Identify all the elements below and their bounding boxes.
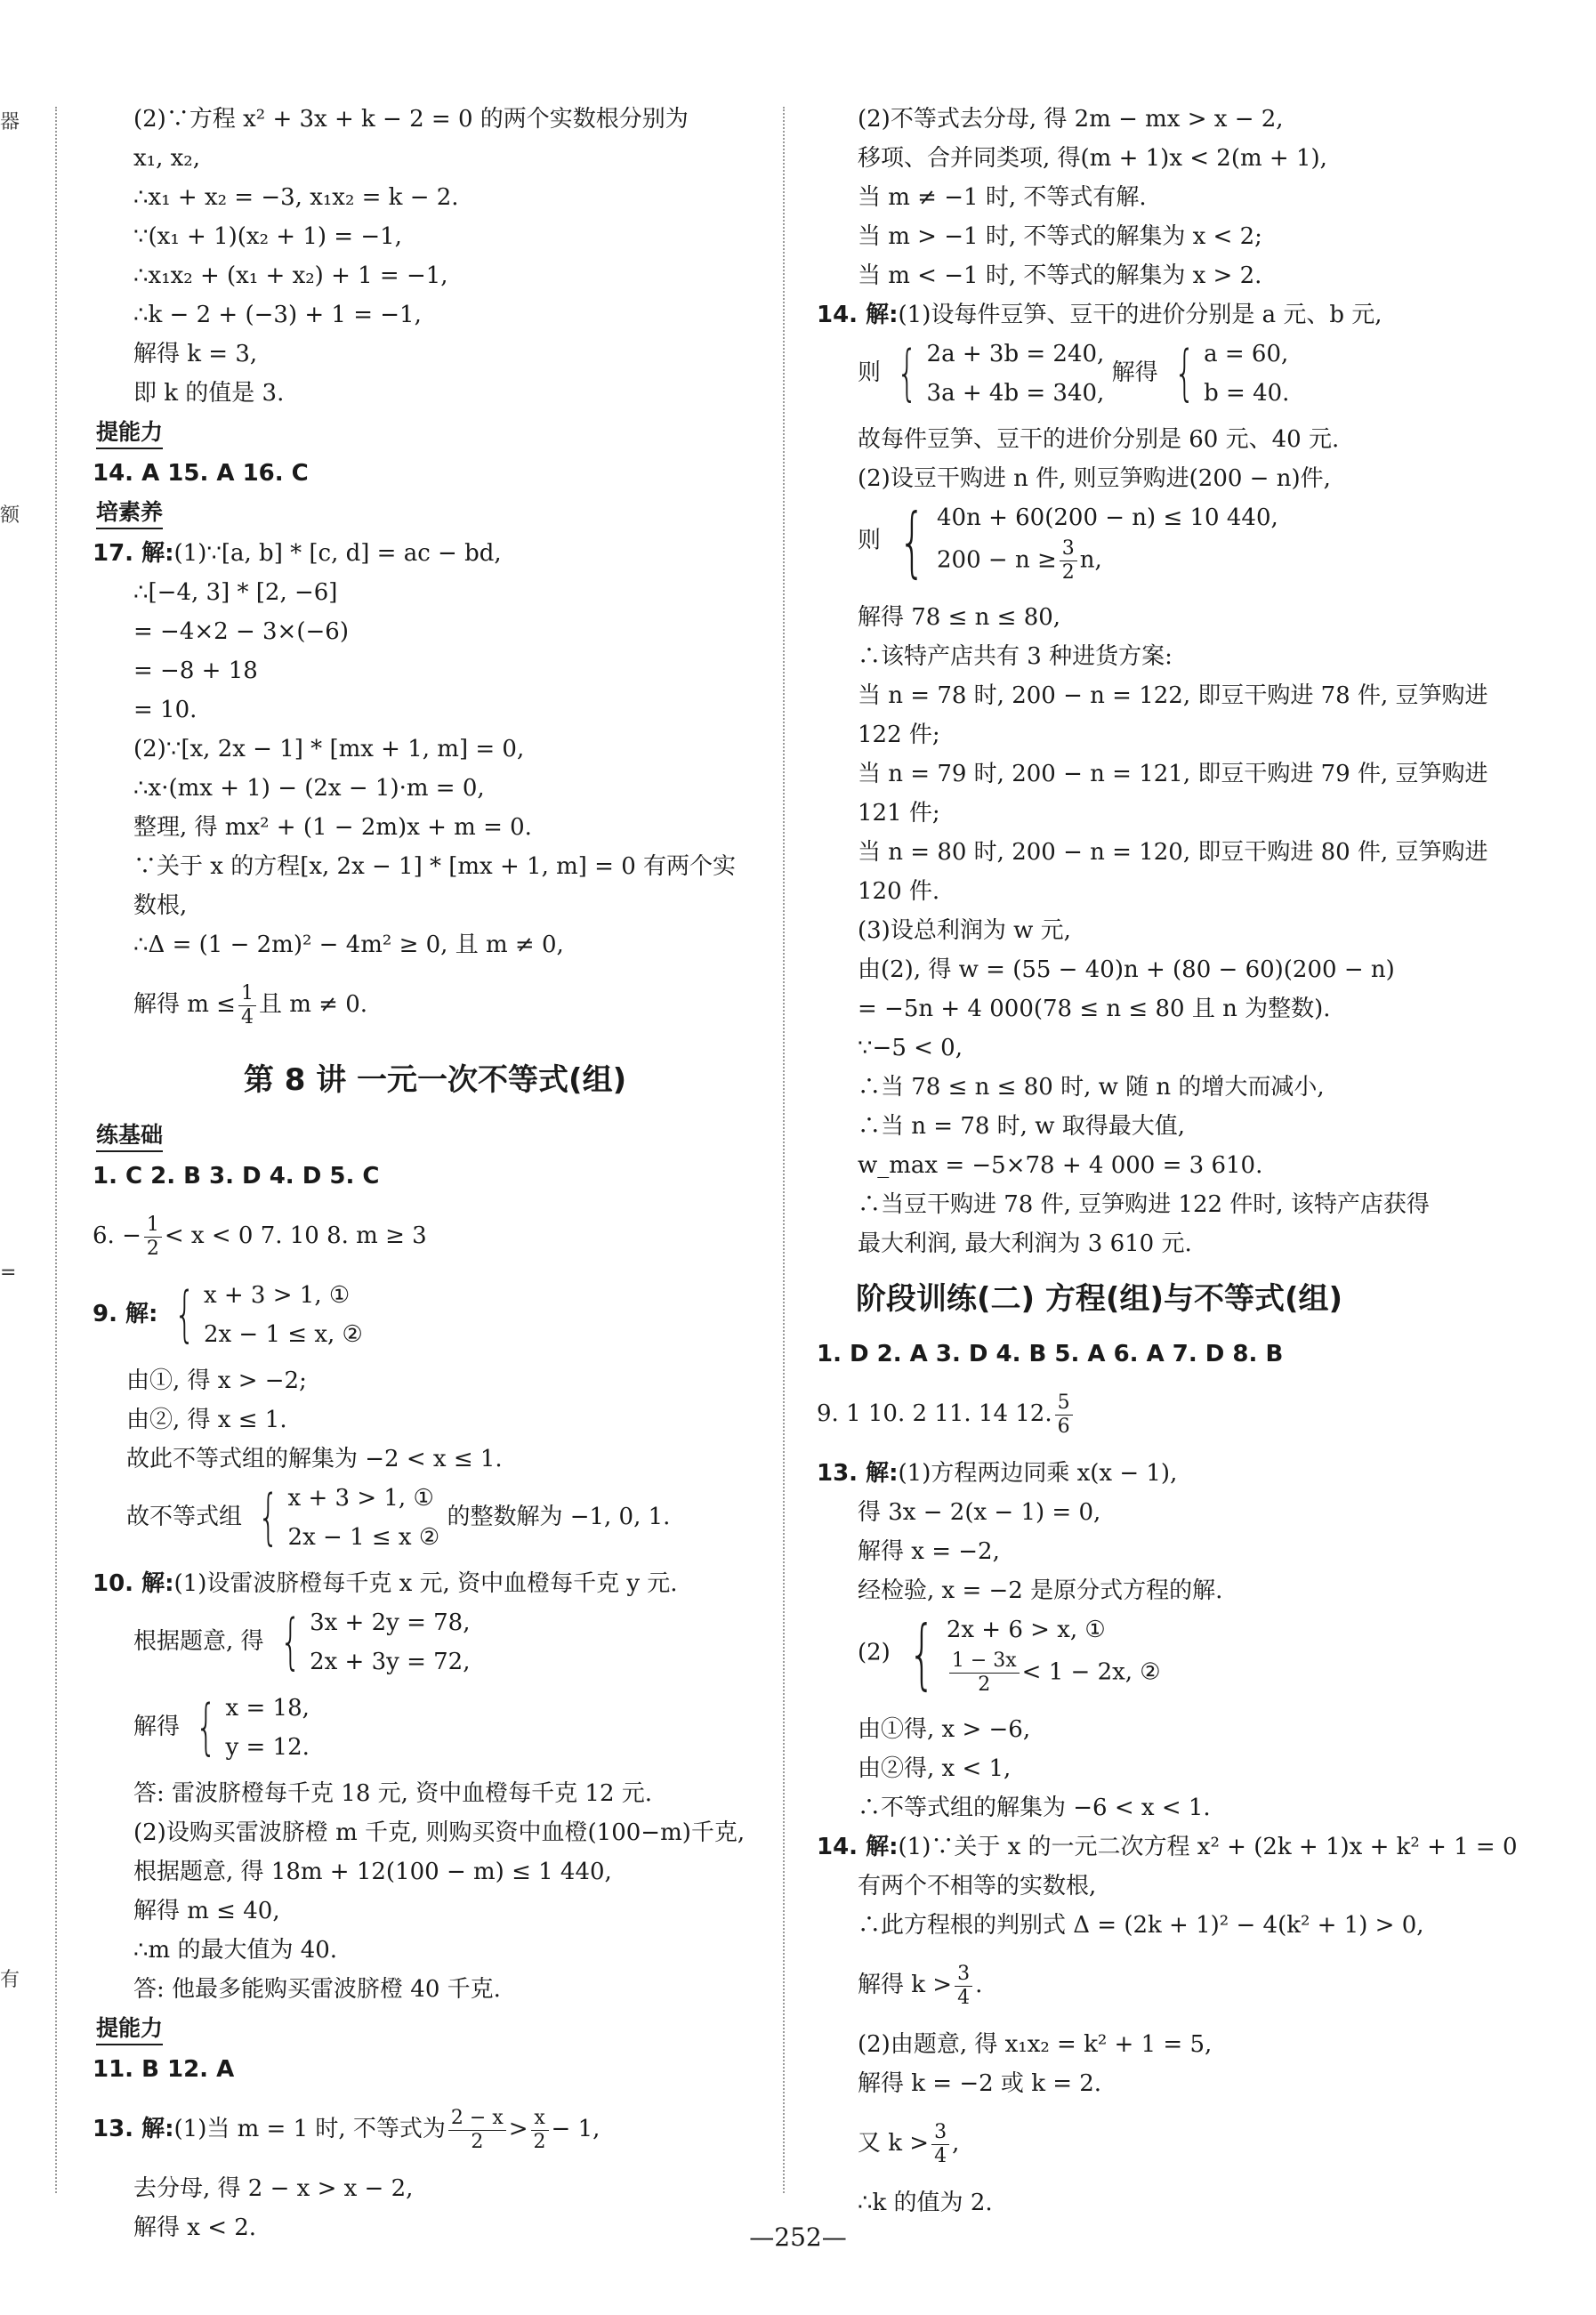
stage-title: 阶段训练(二) 方程(组)与不等式(组) bbox=[856, 1281, 1343, 1317]
solution-line: 根据题意, 得 { 3x + 2y = 78, 2x + 3y = 72, bbox=[93, 1603, 778, 1689]
solution-line: 解得 m ≤ 40, bbox=[133, 1898, 280, 1924]
question-label: 14. 解: bbox=[817, 1834, 899, 1860]
fraction: $\frac{1 - 3x}{2}$ bbox=[949, 1650, 1020, 1697]
question-label: 13. 解: bbox=[817, 1460, 899, 1487]
column-divider bbox=[783, 107, 785, 2193]
solution-line: 解得 x = −2, bbox=[858, 1538, 1000, 1565]
solution-line: (2)由题意, 得 x₁x₂ = k² + 1 = 5, bbox=[858, 2031, 1213, 2058]
solution-line: (1)∵[a, b] * [c, d] = ac − bd, bbox=[173, 540, 502, 567]
question-label: 10. 解: bbox=[93, 1570, 174, 1597]
solution-line: = −8 + 18 bbox=[133, 657, 258, 684]
answer-row: 6. − $\frac{1}{2}$ < x < 0 7. 10 8. m ≥ 3 bbox=[93, 1213, 427, 1260]
solution-line: 121 件; bbox=[858, 800, 940, 827]
solution-line: 故每件豆笋、豆干的进价分别是 60 元、40 元. bbox=[858, 426, 1340, 453]
solution-line: (1)设雷波脐橙每千克 x 元, 资中血橙每千克 y 元. bbox=[173, 1570, 678, 1597]
equation-system: { 2a + 3b = 240, 3a + 4b = 340, bbox=[897, 338, 1105, 408]
fraction: $\frac{1}{2}$ bbox=[144, 1214, 162, 1261]
equation-system: { x + 3 > 1, ① 2x − 1 ≤ x, ② bbox=[173, 1279, 363, 1350]
margin-mark: = bbox=[0, 1262, 17, 1284]
solution-line: 由(2), 得 w = (55 − 40)n + (80 − 60)(200 − n) bbox=[858, 956, 1395, 983]
chapter-title: 第 8 讲 一元一次不等式(组) bbox=[243, 1062, 627, 1098]
solution-line: (2)设购买雷波脐橙 m 千克, 则购买资中血橙(100−m)千克, bbox=[133, 1819, 746, 1846]
solution-line: 故此不等式组的解集为 −2 < x ≤ 1. bbox=[126, 1446, 503, 1472]
solution-line: 经检验, x = −2 是原分式方程的解. bbox=[858, 1577, 1223, 1604]
solution-line: ∴x₁x₂ + (x₁ + x₂) + 1 = −1, bbox=[133, 262, 448, 289]
equation-system: { 3x + 2y = 78, 2x + 3y = 72, bbox=[279, 1607, 471, 1677]
fraction: $\frac{2 - x}{2}$ bbox=[448, 2107, 506, 2154]
solution-line: ∴该特产店共有 3 种进货方案: bbox=[858, 643, 1173, 670]
solution-line: ∵−5 < 0, bbox=[858, 1035, 963, 1061]
solution-line: = −4×2 − 3×(−6) bbox=[133, 618, 349, 645]
margin-mark: 额 bbox=[0, 504, 20, 527]
solution-line: 解得 k = −2 或 k = 2. bbox=[858, 2070, 1102, 2097]
solution-line: ∴m 的最大值为 40. bbox=[133, 1937, 338, 1964]
equation-system: { x + 3 > 1, ① 2x − 1 ≤ x ② bbox=[258, 1482, 440, 1553]
solution-line: 当 n = 78 时, 200 − n = 122, 即豆干购进 78 件, 豆笋购进 bbox=[858, 682, 1488, 709]
section-heading: 提能力 bbox=[96, 2013, 163, 2045]
page-number: —252— bbox=[749, 2222, 847, 2252]
solution-line: ∴Δ = (1 − 2m)² − 4m² ≥ 0, 且 m ≠ 0, bbox=[133, 932, 564, 958]
solution-line: 又 k > $\frac{3}{4}$ , bbox=[858, 2120, 960, 2167]
solution-line: 当 m ≠ −1 时, 不等式有解. bbox=[858, 184, 1147, 211]
solution-line: 解得 m ≤ $\frac{1}{4}$ 且 m ≠ 0. bbox=[133, 981, 368, 1028]
solution-line: 120 件. bbox=[858, 878, 940, 905]
solution-line: ∵(x₁ + 1)(x₂ + 1) = −1, bbox=[133, 223, 402, 250]
solution-line: = −5n + 4 000(78 ≤ n ≤ 80 且 n 为整数). bbox=[858, 996, 1331, 1022]
solution-line: = 10. bbox=[133, 697, 197, 723]
solution-line: (2) { 2x + 6 > x, ① $\frac{1 - 3x}{2}$ < 1 − 2x, ② bbox=[858, 1609, 1161, 1698]
solution-line: ∴当豆干购进 78 件, 豆笋购进 122 件时, 该特产店获得 bbox=[858, 1191, 1430, 1218]
answer-row: 9. 1 10. 2 11. 14 12. $\frac{5}{6}$ bbox=[817, 1374, 1493, 1454]
solution-line: 数根, bbox=[133, 892, 188, 919]
solution-line: ∴不等式组的解集为 −6 < x < 1. bbox=[858, 1795, 1211, 1821]
question-label: 13. 解: bbox=[93, 2116, 174, 2142]
solution-line: 最大利润, 最大利润为 3 610 元. bbox=[858, 1230, 1192, 1257]
section-heading: 提能力 bbox=[96, 417, 163, 449]
equation-system: { a = 60, b = 40. bbox=[1173, 338, 1290, 408]
solution-line: (1)设每件豆笋、豆干的进价分别是 a 元、b 元, bbox=[898, 302, 1382, 328]
solution-line: 当 m < −1 时, 不等式的解集为 x > 2. bbox=[858, 262, 1262, 289]
solution-line: 由①, 得 x > −2; bbox=[126, 1367, 307, 1394]
solution-line: ∵关于 x 的方程[x, 2x − 1] * [mx + 1, m] = 0 有两个实 bbox=[133, 853, 737, 880]
solution-line: ∴k 的值为 2. bbox=[858, 2190, 993, 2216]
section-heading: 练基础 bbox=[96, 1120, 163, 1152]
equation-system: { 2x + 6 > x, ① $\frac{1 - 3x}{2}$ < 1 − 2x, ② bbox=[908, 1609, 1161, 1698]
margin-mark: 器 bbox=[0, 111, 20, 133]
fraction: $\frac{1}{4}$ bbox=[238, 982, 256, 1029]
solution-line: 解得 { x = 18, y = 12. bbox=[93, 1689, 778, 1774]
solution-line: ∴[−4, 3] * [2, −6] bbox=[133, 579, 338, 606]
solution-line: 整理, 得 mx² + (1 − 2m)x + m = 0. bbox=[133, 814, 532, 841]
solution-line: ∴当 n = 78 时, w 取得最大值, bbox=[858, 1113, 1185, 1140]
question-label: 9. 解: bbox=[93, 1301, 158, 1327]
answer-row: 14. A 15. A 16. C bbox=[93, 460, 309, 487]
solution-line: (2)设豆干购进 n 件, 则豆笋购进(200 − n)件, bbox=[858, 465, 1331, 492]
solution-line: 当 n = 79 时, 200 − n = 121, 即豆干购进 79 件, 豆笋购进 bbox=[858, 761, 1488, 787]
right-column bbox=[817, 100, 1518, 2222]
solution-line: (2)∵方程 x² + 3x + k − 2 = 0 的两个实数根分别为 bbox=[133, 106, 689, 133]
solution-line: 当 n = 80 时, 200 − n = 120, 即豆干购进 80 件, 豆笋购进 bbox=[858, 839, 1488, 866]
solution-line: ∴k − 2 + (−3) + 1 = −1, bbox=[133, 302, 422, 328]
solution-line: 答: 雷波脐橙每千克 18 元, 资中血橙每千克 12 元. bbox=[133, 1780, 653, 1807]
fraction: $\frac{3}{4}$ bbox=[931, 2121, 949, 2168]
solution-line: 答: 他最多能购买雷波脐橙 40 千克. bbox=[133, 1976, 501, 2003]
solution-line: 即 k 的值是 3. bbox=[133, 380, 285, 407]
solution-line: x₁, x₂, bbox=[133, 145, 200, 172]
solution-line: ∴x₁ + x₂ = −3, x₁x₂ = k − 2. bbox=[133, 184, 459, 211]
fraction: $\frac{3}{4}$ bbox=[955, 1963, 972, 2010]
solution-line: 解得 k > $\frac{3}{4}$ . bbox=[858, 1962, 983, 2009]
binding-dotted-line bbox=[55, 107, 57, 2193]
margin-mark: 有 bbox=[0, 1969, 20, 1991]
solution-line: ∴当 78 ≤ n ≤ 80 时, w 随 n 的增大而减小, bbox=[858, 1074, 1325, 1101]
solution-line bbox=[93, 1276, 778, 1361]
solution-line: (1)方程两边同乘 x(x − 1), bbox=[898, 1460, 1178, 1487]
equation-system: { 40n + 60(200 − n) ≤ 10 440, 200 − n ≥ $\frac{3}{2}$ n, bbox=[899, 496, 1278, 586]
solution-line: 解得 78 ≤ n ≤ 80, bbox=[858, 604, 1061, 631]
solution-line: 故不等式组 { x + 3 > 1, ① 2x − 1 ≤ x ② 的整数解为 −1, 0, 1. bbox=[93, 1479, 778, 1564]
solution-line: (2)不等式去分母, 得 2m − mx > x − 2, bbox=[858, 106, 1284, 133]
equation-system: { x = 18, y = 12. bbox=[196, 1692, 310, 1762]
solution-line: (3)设总利润为 w 元, bbox=[858, 917, 1071, 944]
answer-row: 11. B 12. A bbox=[93, 2056, 235, 2083]
solution-line: 由②得, x < 1, bbox=[858, 1755, 1012, 1782]
solution-line: 得 3x − 2(x − 1) = 0, bbox=[858, 1499, 1101, 1526]
question-label: 14. 解: bbox=[817, 302, 899, 328]
fraction: $\frac{3}{2}$ bbox=[1060, 537, 1077, 585]
left-column bbox=[93, 100, 778, 2247]
answer-row: 1. C 2. B 3. D 4. D 5. C bbox=[93, 1163, 380, 1190]
solution-line: 解得 x < 2. bbox=[133, 2214, 257, 2241]
solution-line: 由①得, x > −6, bbox=[858, 1716, 1031, 1743]
solution-line: 则 { 40n + 60(200 − n) ≤ 10 440, 200 − n ≥ $\frac{3}{2}$ n, bbox=[858, 496, 1278, 586]
fraction: $\frac{5}{6}$ bbox=[1055, 1391, 1073, 1439]
solution-line: w_max = −5×78 + 4 000 = 3 610. bbox=[858, 1152, 1263, 1179]
solution-line: 13. 解:(1)当 m = 1 时, 不等式为 $\frac{2 - x}{2}$ > $\frac{x}{2}$ − 1, bbox=[93, 2106, 601, 2153]
solution-line: 去分母, 得 2 − x > x − 2, bbox=[133, 2175, 414, 2202]
question-label: 17. 解: bbox=[93, 540, 174, 567]
fraction: $\frac{x}{2}$ bbox=[531, 2107, 549, 2154]
section-heading: 培素养 bbox=[96, 497, 163, 529]
solution-line: ∴此方程根的判别式 Δ = (2k + 1)² − 4(k² + 1) > 0, bbox=[858, 1912, 1424, 1939]
solution-line: 有两个不相等的实数根, bbox=[858, 1873, 1097, 1900]
solution-line: 根据题意, 得 18m + 12(100 − m) ≤ 1 440, bbox=[133, 1859, 612, 1885]
solution-line: 移项、合并同类项, 得(m + 1)x < 2(m + 1), bbox=[858, 145, 1327, 172]
solution-line: 由②, 得 x ≤ 1. bbox=[126, 1407, 287, 1433]
solution-line: (2)∵[x, 2x − 1] * [mx + 1, m] = 0, bbox=[133, 736, 525, 762]
solution-line: ∴x·(mx + 1) − (2x − 1)·m = 0, bbox=[133, 775, 485, 802]
answer-row: 1. D 2. A 3. D 4. B 5. A 6. A 7. D 8. B bbox=[817, 1341, 1284, 1367]
solution-line: 则 { 2a + 3b = 240, 3a + 4b = 340, 解得 { a = 60, b = 40. bbox=[817, 335, 1493, 420]
solution-line: 当 m > −1 时, 不等式的解集为 x < 2; bbox=[858, 223, 1262, 250]
solution-line: (1)∵关于 x 的一元二次方程 x² + (2k + 1)x + k² + 1 = 0 bbox=[898, 1834, 1518, 1860]
solution-line: 解得 k = 3, bbox=[133, 341, 258, 367]
solution-line: 122 件; bbox=[858, 722, 940, 748]
